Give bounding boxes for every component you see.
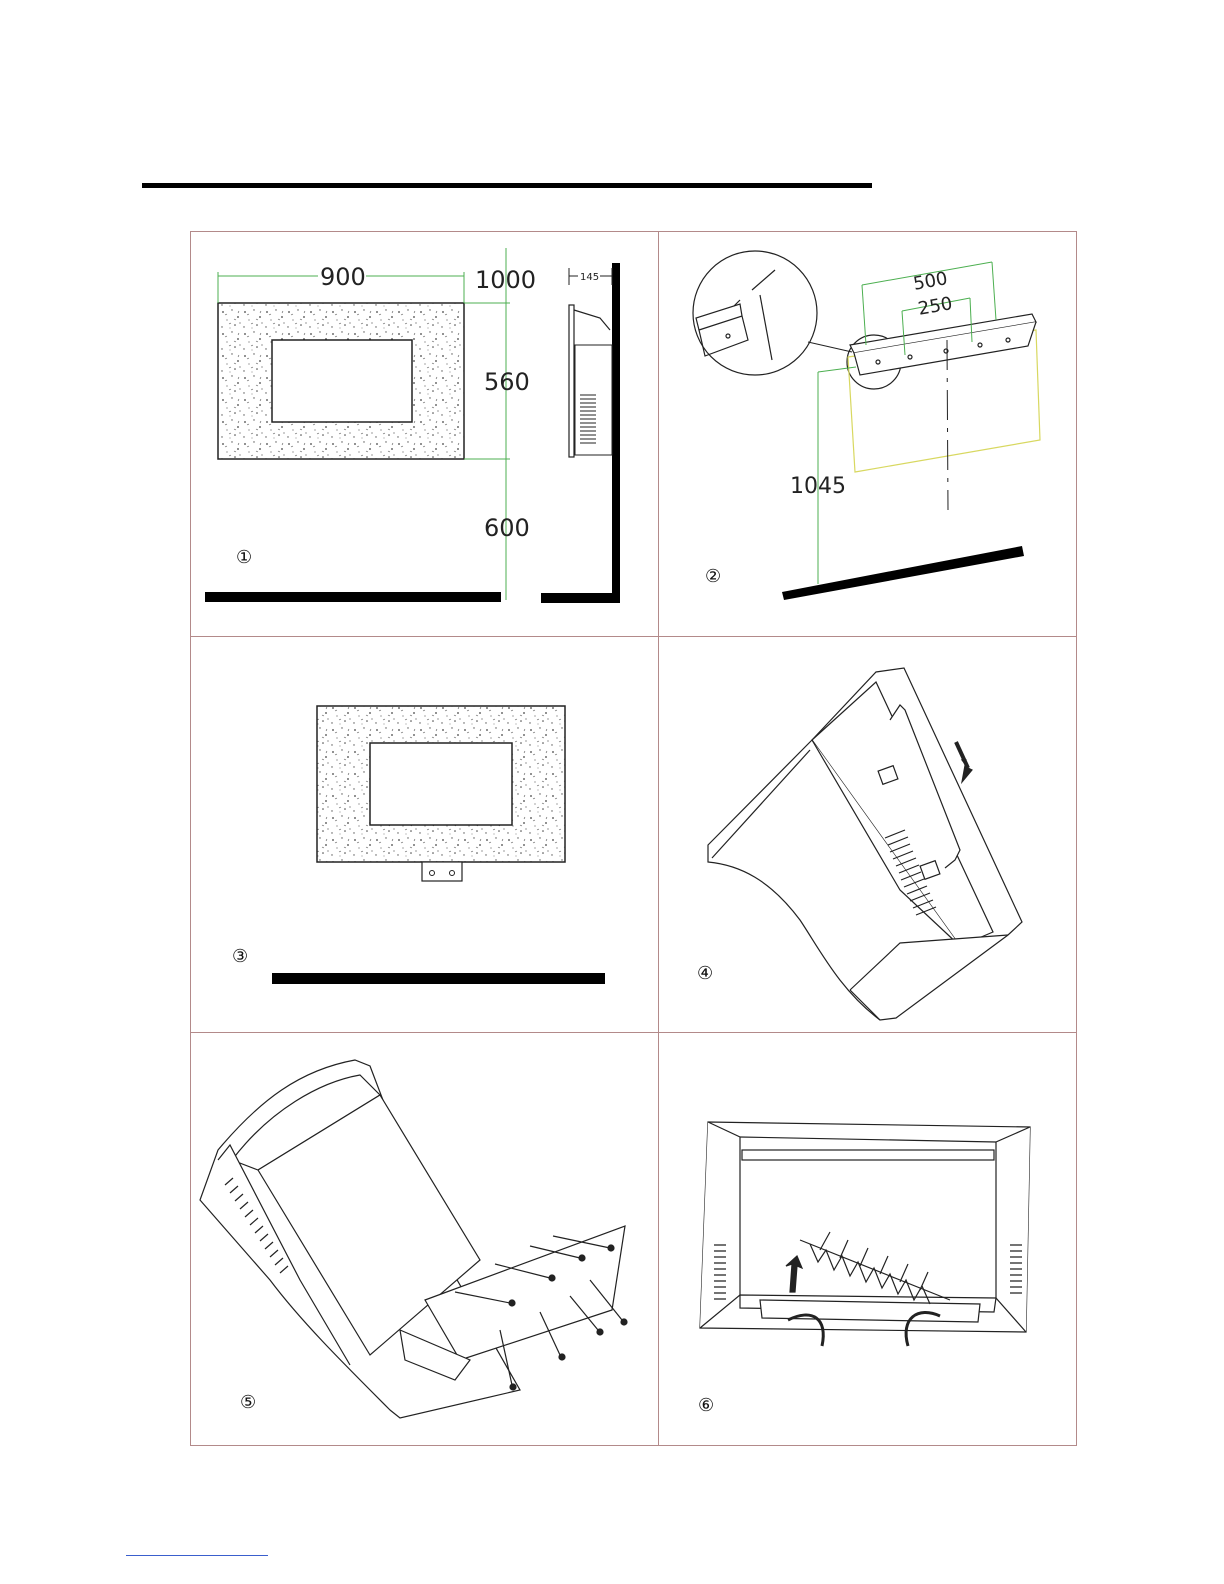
bottom-bracket: [422, 862, 462, 881]
footer-link-underline[interactable]: [126, 1555, 268, 1556]
step-4-label: ④: [697, 963, 714, 984]
fireplace-window-mounted: [370, 743, 512, 825]
wall-section: [612, 263, 620, 603]
panel-4: [708, 668, 1022, 1020]
dim-width: 900: [320, 263, 366, 291]
side-view-unit: [569, 305, 612, 457]
dim-frame-height: 560: [484, 368, 530, 396]
dim-depth: 145: [580, 272, 600, 283]
dim-bracket-outer: 500: [911, 268, 950, 295]
panel-6: [700, 1122, 1030, 1346]
floor-line: [205, 592, 501, 602]
panel-5: [200, 1060, 627, 1418]
dim-bracket-inner: 250: [916, 293, 955, 320]
wall-bracket: [850, 314, 1036, 375]
step-3-label: ③: [232, 946, 249, 967]
step-5-label: ⑤: [240, 1392, 257, 1413]
panel-3: [232, 706, 605, 984]
panel-2: [693, 251, 1040, 600]
dim-floor-gap: 600: [484, 514, 530, 542]
fireplace-window: [272, 340, 412, 422]
floor-line-3: [272, 973, 605, 984]
step-6-label: ⑥: [698, 1395, 715, 1416]
step-1-label: ①: [236, 547, 253, 568]
panel-1: [205, 248, 620, 603]
floor-section: [541, 593, 620, 603]
dim-height-top: 1000: [475, 266, 537, 294]
step-2-label: ②: [705, 566, 722, 587]
dim-bracket-height: 1045: [790, 474, 846, 499]
